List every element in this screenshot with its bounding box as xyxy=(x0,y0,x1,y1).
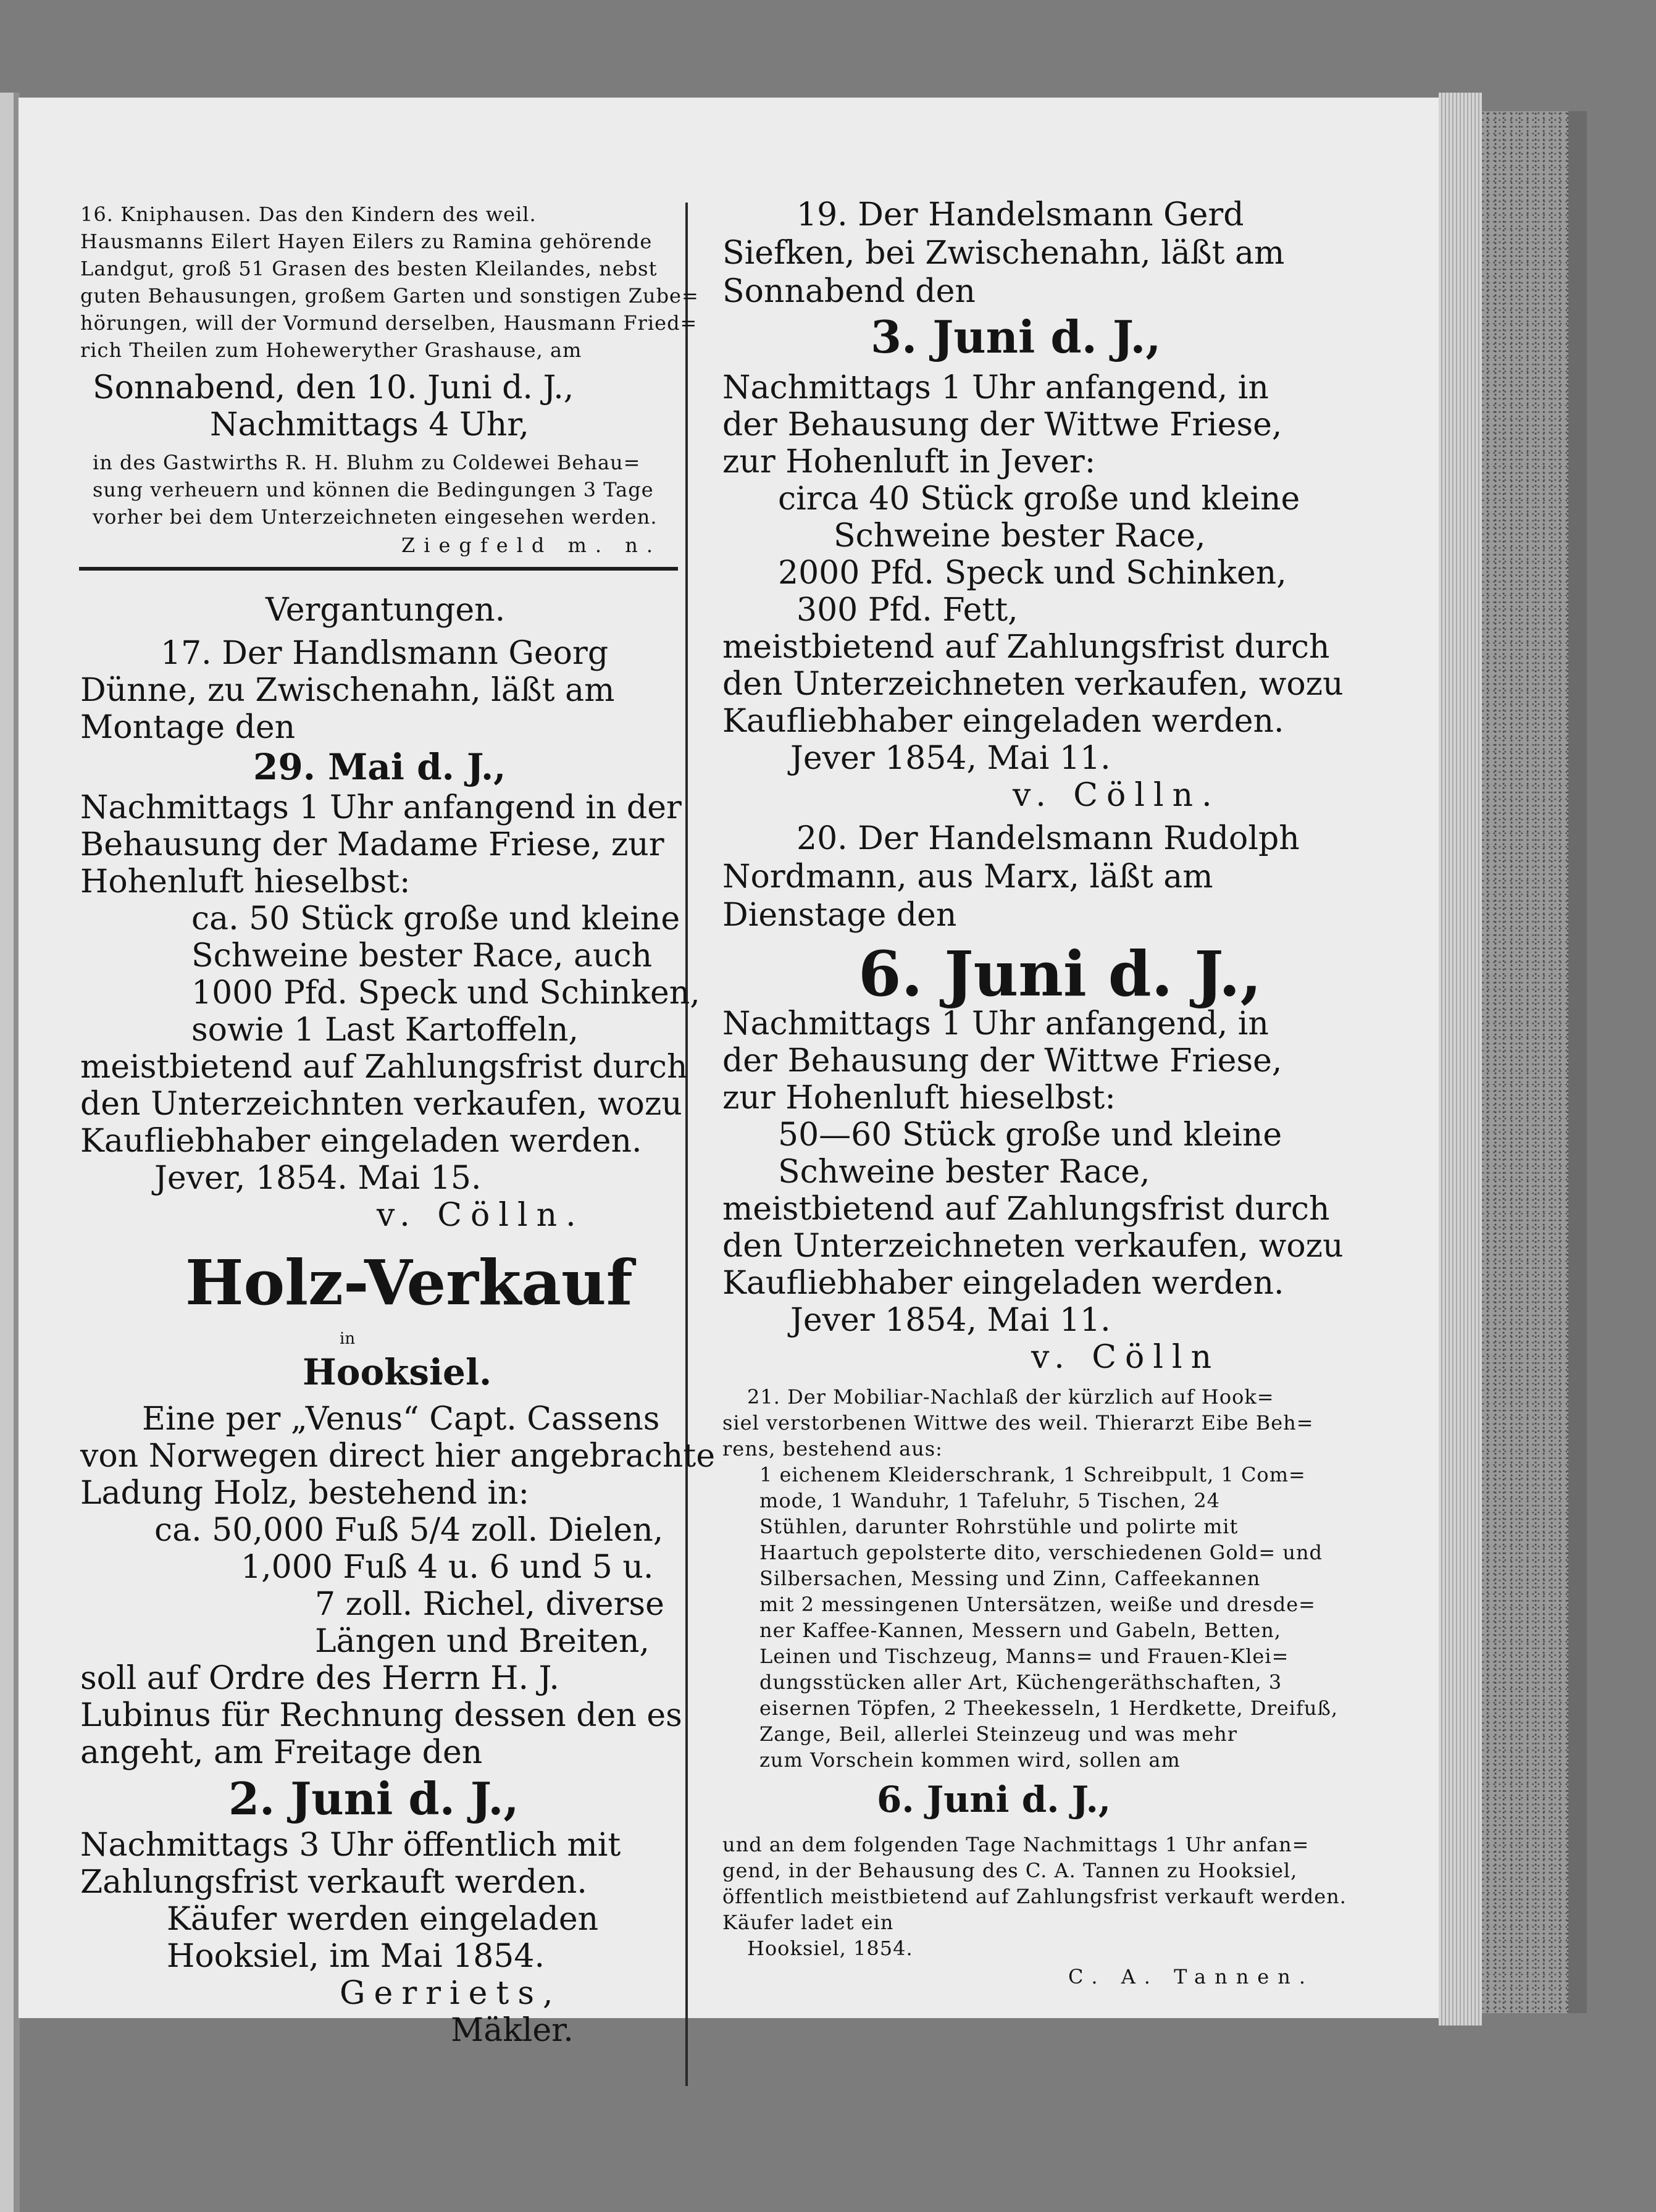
ad19-line: Sonnabend den xyxy=(722,273,976,310)
ad16-line: Landgut, groß 51 Grasen des besten Kleilandes, nebst xyxy=(80,257,658,280)
newspaper-page xyxy=(19,98,1439,2049)
ad21-line: Silbersachen, Messing und Zinn, Caffeekannen xyxy=(759,1567,1261,1590)
ad16-tail-line: vorher bei dem Unterzeichneten eingesehen werden. xyxy=(93,505,658,529)
ad21-line: Zange, Beil, allerlei Steinzeug und was mehr xyxy=(759,1722,1238,1746)
ad17-place: Jever, 1854. Mai 15. xyxy=(154,1160,482,1197)
holz-tail-line: angeht, am Freitage den xyxy=(80,1734,483,1771)
holz-body-line: von Norwegen direct hier angebrachte xyxy=(80,1438,716,1475)
section-heading: Vergantungen. xyxy=(266,592,506,629)
ad19-tail-line: den Unterzeichneten verkaufen, wozu xyxy=(722,666,1344,703)
ad19-tail-line: Kaufliebhaber eingeladen werden. xyxy=(722,703,1284,740)
holz-date: 2. Juni d. J., xyxy=(228,1772,519,1825)
ad19-item: circa 40 Stück große und kleine xyxy=(778,480,1300,517)
ad20-item: Schweine bester Race, xyxy=(778,1154,1150,1191)
ad17-item: 1000 Pfd. Speck und Schinken, xyxy=(191,974,700,1012)
ad20-body-line: der Behausung der Wittwe Friese, xyxy=(722,1042,1282,1079)
ad21-tail-line: öffentlich meistbietend auf Zahlungsfrist verkauft werden. xyxy=(722,1885,1347,1908)
ad19-line: Siefken, bei Zwischenahn, läßt am xyxy=(722,235,1285,272)
ad21-tail-line: gend, in der Behausung des C. A. Tannen zu Hooksiel, xyxy=(722,1859,1298,1882)
ad21-line: siel verstorbenen Wittwe des weil. Thierarzt Eibe Beh= xyxy=(722,1411,1314,1435)
book-edge-shadow xyxy=(1568,111,1587,2013)
holz-item: 7 zoll. Richel, diverse xyxy=(315,1586,664,1623)
ad20-item: 50—60 Stück große und kleine xyxy=(778,1116,1282,1154)
ad21-line: 21. Der Mobiliar-Nachlaß der kürzlich auf Hook= xyxy=(747,1385,1274,1409)
ad19-tail-line: meistbietend auf Zahlungsfrist durch xyxy=(722,629,1330,666)
holz-title: Holz-Verkauf xyxy=(185,1246,633,1319)
page-stack-edge xyxy=(1439,93,1482,2026)
holz-item: ca. 50,000 Fuß 5/4 zoll. Dielen, xyxy=(154,1512,664,1549)
ad16-signature: Ziegfeld m. n. xyxy=(401,534,662,557)
ad17-tail-line: den Unterzeichnten verkaufen, wozu xyxy=(80,1086,682,1123)
holz-date-place: Hooksiel, im Mai 1854. xyxy=(167,1938,545,1975)
ad17-line: 17. Der Handlsmann Georg xyxy=(161,635,609,672)
ad16-line: hörungen, will der Vormund derselben, Hausmann Fried= xyxy=(80,311,698,335)
ad20-body-line: zur Hohenluft hieselbst: xyxy=(722,1079,1116,1116)
ad19-signature: v. Cölln. xyxy=(1013,777,1221,814)
ad17-signature: v. Cölln. xyxy=(377,1197,585,1234)
ad19-place: Jever 1854, Mai 11. xyxy=(790,740,1111,777)
ad17-item: sowie 1 Last Kartoffeln, xyxy=(191,1012,579,1049)
ad16-date: Sonnabend, den 10. Juni d. J., xyxy=(93,369,574,406)
ad16-line: guten Behausungen, großem Garten und sonstigen Zube= xyxy=(80,284,699,308)
holz-body-line: Ladung Holz, bestehend in: xyxy=(80,1475,529,1512)
ad20-body-line: Nachmittags 1 Uhr anfangend, in xyxy=(722,1005,1269,1042)
ad17-line: Montage den xyxy=(80,709,296,746)
holz-item: Längen und Breiten, xyxy=(315,1623,650,1660)
ad21-signature: C. A. Tannen. xyxy=(1068,1965,1315,1988)
ad21-line: eisernen Töpfen, 2 Theekesseln, 1 Herdkette, Dreifuß, xyxy=(759,1696,1339,1720)
holz-signature-title: Mäkler. xyxy=(451,2012,574,2049)
ad21-tail-line: Hooksiel, 1854. xyxy=(747,1937,913,1960)
ad17-line: Dünne, zu Zwischenahn, läßt am xyxy=(80,672,615,709)
ad20-tail-line: meistbietend auf Zahlungsfrist durch xyxy=(722,1191,1330,1228)
ad19-body-line: Nachmittags 1 Uhr anfangend, in xyxy=(722,369,1269,406)
ad21-line: zum Vorschein kommen wird, sollen am xyxy=(759,1748,1181,1772)
holz-item: 1,000 Fuß 4 u. 6 und 5 u. xyxy=(241,1549,654,1586)
ad21-line: Stühlen, darunter Rohrstühle und polirte mit xyxy=(759,1515,1239,1538)
ad21-line: mit 2 messingenen Untersätzen, weiße und dresde= xyxy=(759,1593,1316,1616)
holz-after-line: Nachmittags 3 Uhr öffentlich mit xyxy=(80,1827,621,1864)
ad21-line: 1 eichenem Kleiderschrank, 1 Schreibpult, 1 Com= xyxy=(759,1463,1306,1486)
ad20-line: Nordmann, aus Marx, läßt am xyxy=(722,858,1213,895)
section-rule xyxy=(79,567,678,571)
ad16-tail-line: in des Gastwirths R. H. Bluhm zu Coldewei Behau= xyxy=(93,451,641,474)
ad20-signature: v. Cölln xyxy=(1031,1339,1221,1376)
holz-place: Hooksiel. xyxy=(303,1351,492,1393)
ad21-line: rens, bestehend aus: xyxy=(722,1437,943,1460)
ad16-line: Hausmanns Eilert Hayen Eilers zu Ramina gehörende xyxy=(80,230,653,253)
ad21-line: ner Kaffee-Kannen, Messern und Gabeln, Betten, xyxy=(759,1619,1282,1642)
ad17-body-line: Hohenluft hieselbst: xyxy=(80,863,411,900)
ad17-tail-line: meistbietend auf Zahlungsfrist durch xyxy=(80,1049,688,1086)
ad20-place: Jever 1854, Mai 11. xyxy=(790,1302,1111,1339)
ad17-body-line: Behausung der Madame Friese, zur xyxy=(80,826,664,863)
ad19-item: 300 Pfd. Fett, xyxy=(797,592,1018,629)
ad17-item: ca. 50 Stück große und kleine xyxy=(191,900,680,937)
ad20-line: Dienstage den xyxy=(722,897,957,934)
holz-after-line: Zahlungsfrist verkauft werden. xyxy=(80,1864,587,1901)
ad16-tail-line: sung verheuern und können die Bedingungen 3 Tage xyxy=(93,478,654,501)
holz-invite: Käufer werden eingeladen xyxy=(167,1901,599,1938)
ad19-item: 2000 Pfd. Speck und Schinken, xyxy=(778,555,1287,592)
ad20-date: 6. Juni d. J., xyxy=(858,937,1262,1010)
ad16-time: Nachmittags 4 Uhr, xyxy=(210,406,529,443)
ad16-line: 16. Kniphausen. Das den Kindern des weil. xyxy=(80,203,537,226)
ad21-line: Leinen und Tischzeug, Manns= und Frauen-Klei= xyxy=(759,1644,1289,1668)
holz-body-line: Eine per „Venus“ Capt. Cassens xyxy=(142,1401,660,1438)
ad21-line: dungsstücken aller Art, Küchengeräthschaften, 3 xyxy=(759,1670,1282,1694)
book-edge-speckle xyxy=(1482,111,1581,2013)
ad17-item: Schweine bester Race, auch xyxy=(191,937,653,974)
ad21-tail-line: und an dem folgenden Tage Nachmittags 1 Uhr anfan= xyxy=(722,1833,1310,1856)
ad16-line: rich Theilen zum Hoheweryther Grashause, am xyxy=(80,338,582,362)
ad20-tail-line: Kaufliebhaber eingeladen werden. xyxy=(722,1265,1284,1302)
ad20-tail-line: den Unterzeichneten verkaufen, wozu xyxy=(722,1228,1344,1265)
ad21-line: Haartuch gepolsterte dito, verschiedenen Gold= und xyxy=(759,1541,1323,1564)
ad19-body-line: zur Hohenluft in Jever: xyxy=(722,443,1096,480)
ad19-line: 19. Der Handelsmann Gerd xyxy=(797,196,1244,233)
column-divider xyxy=(685,203,688,2086)
ad19-item: Schweine bester Race, xyxy=(834,517,1206,555)
holz-tail-line: soll auf Ordre des Herrn H. J. xyxy=(80,1660,559,1697)
ad17-date: 29. Mai d. J., xyxy=(253,746,506,788)
ad19-body-line: der Behausung der Wittwe Friese, xyxy=(722,406,1282,443)
ad17-tail-line: Kaufliebhaber eingeladen werden. xyxy=(80,1123,642,1160)
ad20-line: 20. Der Handelsmann Rudolph xyxy=(797,820,1300,857)
ad17-body-line: Nachmittags 1 Uhr anfangend in der xyxy=(80,789,682,826)
ad21-tail-line: Käufer ladet ein xyxy=(722,1911,894,1934)
holz-in: in xyxy=(340,1330,356,1348)
ad19-date: 3. Juni d. J., xyxy=(871,311,1161,363)
ad21-line: mode, 1 Wanduhr, 1 Tafeluhr, 5 Tischen, 24 xyxy=(759,1489,1221,1512)
ad21-date: 6. Juni d. J., xyxy=(877,1778,1111,1820)
holz-signature: Gerriets, xyxy=(340,1975,562,2012)
holz-tail-line: Lubinus für Rechnung dessen den es xyxy=(80,1697,682,1734)
